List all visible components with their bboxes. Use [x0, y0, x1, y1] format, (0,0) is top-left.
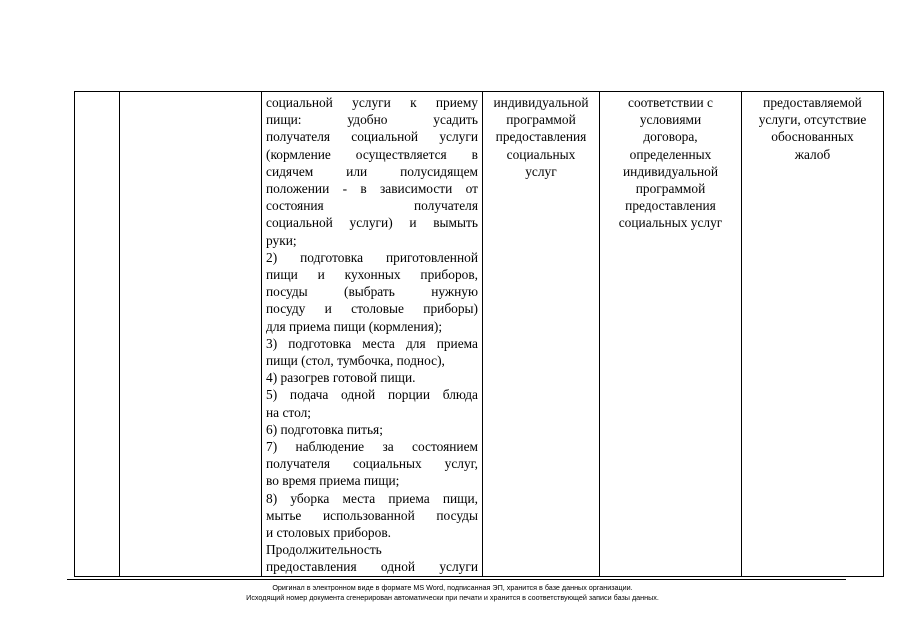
cell-text-line: определенных [629, 146, 712, 162]
cell-text-line: жалоб [794, 146, 831, 162]
table-row [75, 92, 884, 577]
cell-text-line: договора, [643, 129, 698, 145]
cell-text-line: пищи: удобно усадить [266, 112, 478, 128]
cell-text-line: 8) уборка места приема пищи, [266, 490, 478, 506]
cell-text-line: (кормление осуществляется в [266, 146, 478, 162]
cell-text-line: предоставляемой [763, 95, 862, 110]
cell-service-conditions [600, 92, 742, 577]
conditions-text [604, 94, 737, 232]
footer-note-original: Оригинал в электронном виде в формате MS Word, подписанная ЭП, хранится в базе данных организации. [272, 583, 633, 592]
description-text [266, 94, 478, 576]
cell-text-line: социальных [506, 146, 576, 162]
cell-text-line: посуды (выбрать нужную [266, 284, 478, 300]
cell-text-line: социальной услуги) и вымыть [266, 215, 478, 231]
cell-text-line: индивидуальной [622, 163, 718, 179]
cell-text-line: соответствии с [628, 95, 713, 110]
cell-text-line: руки; [266, 232, 297, 248]
cell-text-line: положении - в зависимости от [266, 181, 478, 197]
cell-text-line: во время приема пищи; [266, 473, 400, 489]
cell-text-line: социальной услуги к приему [266, 95, 478, 110]
cell-text-line: получателя социальных услуг, [266, 456, 478, 472]
cell-text-line: состояния получателя [266, 198, 478, 214]
cell-number [75, 92, 120, 577]
cell-text-line: предоставления одной услуги [266, 559, 478, 575]
cell-service-description [262, 92, 483, 577]
cell-text-line: сидячем или полусидящем [266, 163, 478, 179]
cell-text-line: программой [506, 112, 576, 128]
cell-text-line: мытье использованной посуды [266, 507, 478, 523]
services-table [74, 91, 884, 577]
cell-text-line: получателя социальной услуги [266, 129, 478, 145]
cell-text-line: 4) разогрев готовой пищи. [266, 370, 416, 386]
cell-quality-indicators [742, 92, 884, 577]
cell-text-line: условиями [639, 112, 702, 128]
term-text [487, 94, 595, 180]
cell-text-line: обоснованных [771, 129, 854, 145]
cell-service-term [483, 92, 600, 577]
cell-text-line: социальных услуг [618, 215, 723, 231]
cell-text-line: 3) подготовка места для приема [266, 335, 478, 351]
cell-text-line: 5) подача одной порции блюда [266, 387, 478, 403]
cell-text-line: пищи и кухонных приборов, [266, 267, 478, 283]
cell-text-line: Продолжительность [266, 542, 382, 558]
cell-text-line: на стол; [266, 404, 311, 420]
cell-text-line: для приема пищи (кормления); [266, 318, 443, 334]
quality-text [746, 94, 879, 163]
cell-text-line: 6) подготовка питья; [266, 421, 383, 437]
cell-text-line: программой [635, 181, 706, 197]
cell-text-line: индивидуальной [493, 95, 589, 110]
cell-text-line: предоставления [495, 129, 587, 145]
cell-text-line: посуду и столовые приборы) [266, 301, 478, 317]
cell-service-name [120, 92, 262, 577]
cell-text-line: и столовых приборов. [266, 525, 391, 541]
cell-text-line: 7) наблюдение за состоянием [266, 439, 478, 455]
cell-text-line: 2) подготовка приготовленной [266, 249, 478, 265]
footer-note-outgoing-number: Исходящий номер документа сгенерирован автоматически при печати и хранится в соответствующей записи базы данных. [246, 593, 659, 602]
cell-text-line: услуг [525, 163, 557, 179]
cell-text-line: пищи (стол, тумбочка, поднос), [266, 353, 445, 369]
cell-text-line: предоставления [625, 198, 716, 214]
cell-text-line: услуги, отсутствие [758, 112, 867, 128]
footer-divider [67, 579, 846, 580]
